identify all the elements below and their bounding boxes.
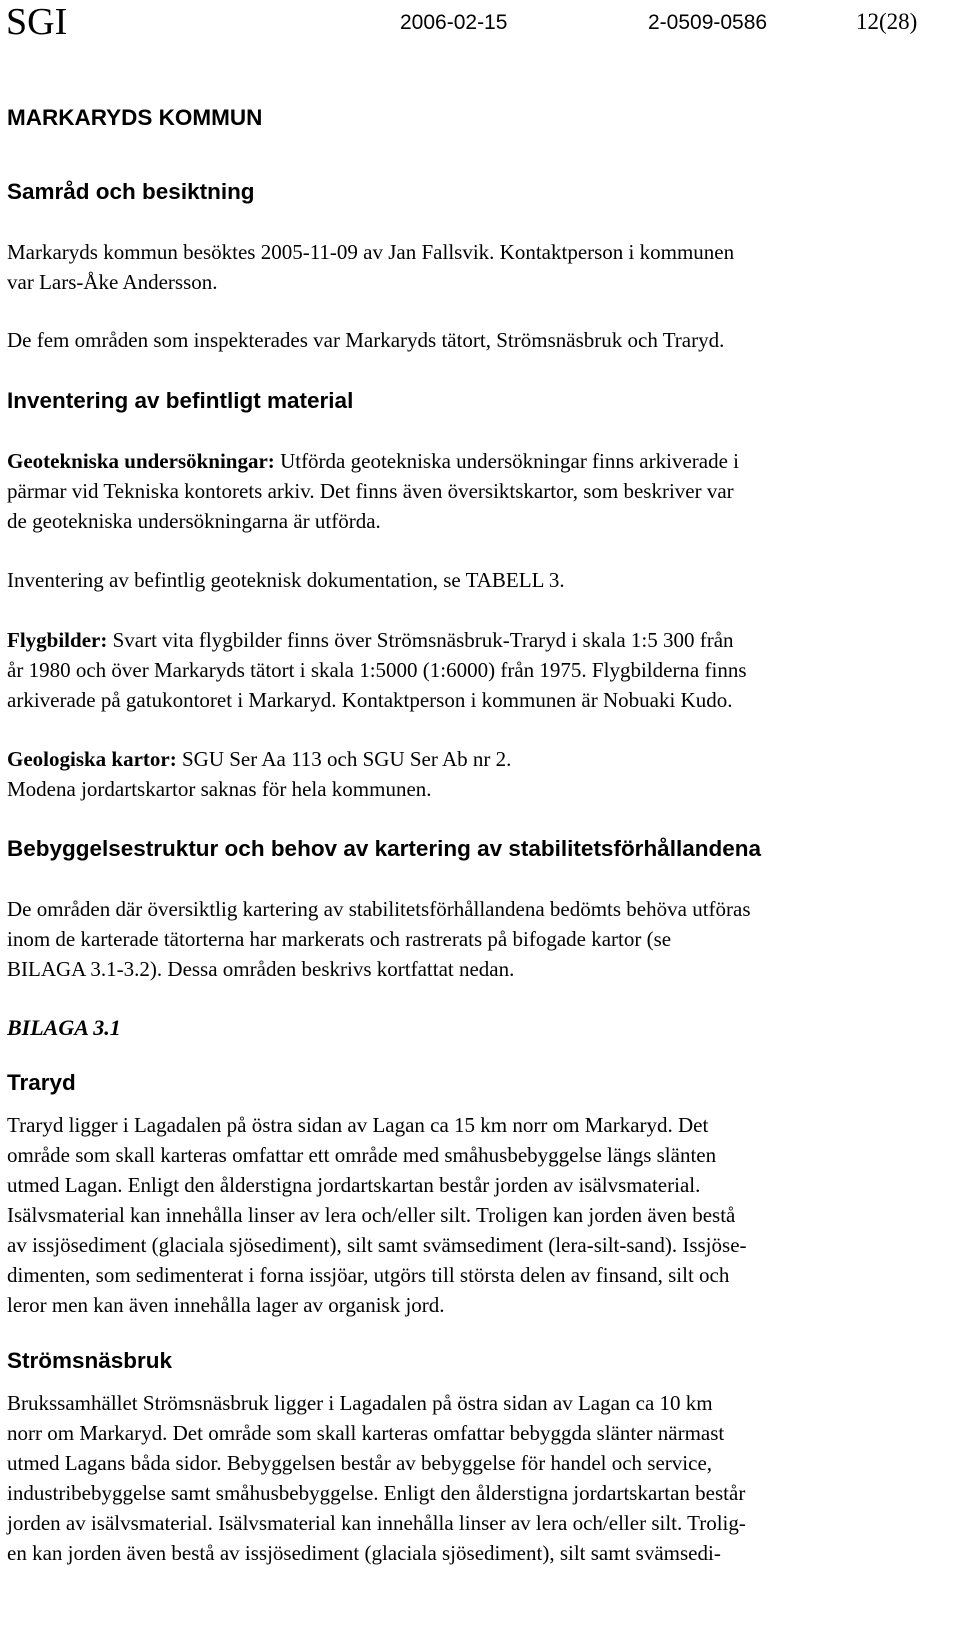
text-line: pärmar vid Tekniska kontorets arkiv. Det finns även översiktskartor, som beskriver var	[7, 479, 734, 503]
tabell-reference: Inventering av befintlig geoteknisk dokumentation, se TABELL 3.	[7, 568, 565, 592]
geotekniska-label: Geotekniska undersökningar:	[7, 449, 275, 473]
text-line: industribebyggelse samt småhusbebyggelse. Enligt den ålderstigna jordartskartan består	[7, 1481, 746, 1505]
samrad-paragraph-1	[7, 237, 932, 297]
text-line: år 1980 och över Markaryds tätort i skala 1:5000 (1:6000) från 1975. Flygbilderna finns	[7, 658, 747, 682]
text-line: SGU Ser Aa 113 och SGU Ser Ab nr 2.	[176, 747, 512, 771]
text-line: jorden av isälvsmaterial. Isälvsmaterial kan innehålla linser av lera och/eller silt. Trolig-	[7, 1511, 746, 1535]
text-line: de geotekniska undersökningarna är utförda.	[7, 509, 381, 533]
text-line: Isälvsmaterial kan innehålla linser av lera och/eller silt. Troligen kan jorden även bestå	[7, 1203, 736, 1227]
samrad-heading: Samråd och besiktning	[7, 179, 255, 204]
text-line: Modena jordartskartor saknas för hela kommunen.	[7, 777, 432, 801]
text-line: utmed Lagans båda sidor. Bebyggelsen består av bebyggelse för handel och service,	[7, 1451, 713, 1475]
bilaga-heading: BILAGA 3.1	[7, 1015, 121, 1040]
traryd-paragraph	[7, 1110, 932, 1320]
geotekniska-paragraph	[7, 446, 932, 536]
text-line: var Lars-Åke Andersson.	[7, 270, 218, 294]
text-line: Traryd ligger i Lagadalen på östra sidan av Lagan ca 15 km norr om Markaryd. Det	[7, 1113, 709, 1137]
text-line: utmed Lagan. Enligt den ålderstigna jordartskartan består jorden av isälvsmaterial.	[7, 1173, 701, 1197]
bebyggelse-heading: Bebyggelsestruktur och behov av kartering av stabilitetsförhållandena	[7, 836, 761, 861]
text-line: leror men kan även innehålla lager av organisk jord.	[7, 1293, 445, 1317]
header-doc-number: 2-0509-0586	[648, 11, 768, 34]
text-line: Markaryds kommun besöktes 2005-11-09 av Jan Fallsvik. Kontaktperson i kommunen	[7, 240, 735, 264]
text-line: Brukssamhället Strömsnäsbruk ligger i Lagadalen på östra sidan av Lagan ca 10 km	[7, 1391, 713, 1415]
text-line: Utförda geotekniska undersökningar finns arkiverade i	[274, 449, 739, 473]
text-line: Svart vita flygbilder finns över Strömsnäsbruk-Traryd i skala 1:5 300 från	[107, 628, 734, 652]
geologiska-label: Geologiska kartor:	[7, 747, 177, 771]
sgi-logo: SGI	[6, 1, 68, 43]
inventering-heading: Inventering av befintligt material	[7, 388, 354, 413]
samrad-paragraph-2: De fem områden som inspekterades var Markaryds tätort, Strömsnäsbruk och Traryd.	[7, 328, 725, 352]
stromsnasbruk-heading: Strömsnäsbruk	[7, 1348, 173, 1373]
geologiska-paragraph	[7, 744, 932, 804]
stromsnasbruk-paragraph	[7, 1388, 932, 1568]
text-line: dimenten, som sedimenterat i forna issjöar, utgörs till största delen av finsand, silt och	[7, 1263, 730, 1287]
text-line: av issjösediment (glaciala sjösediment), silt samt svämsediment (lera-silt-sand). Issjöse-	[7, 1233, 747, 1257]
text-line: inom de karterade tätorterna har markerats och rastrerats på bifogade kartor (se	[7, 927, 672, 951]
text-line: norr om Markaryd. Det område som skall karteras omfattar bebyggda slänter närmast	[7, 1421, 725, 1445]
header-page-number: 12(28)	[856, 9, 918, 34]
text-line: område som skall karteras omfattar ett område med småhusbebyggelse längs slänten	[7, 1143, 717, 1167]
kommun-heading: MARKARYDS KOMMUN	[7, 105, 263, 130]
header-date: 2006-02-15	[400, 11, 508, 34]
text-line: De områden där översiktlig kartering av stabilitetsförhållandena bedömts behöva utföras	[7, 897, 751, 921]
bebyggelse-paragraph	[7, 894, 932, 984]
text-line: en kan jorden även bestå av issjösediment (glaciala sjösediment), silt samt svämsedi-	[7, 1541, 721, 1565]
traryd-heading: Traryd	[7, 1070, 76, 1095]
flygbilder-paragraph	[7, 625, 932, 715]
text-line: arkiverade på gatukontoret i Markaryd. Kontaktperson i kommunen är Nobuaki Kudo.	[7, 688, 733, 712]
flygbilder-label: Flygbilder:	[7, 628, 108, 652]
text-line: BILAGA 3.1-3.2). Dessa områden beskrivs kortfattat nedan.	[7, 957, 515, 981]
